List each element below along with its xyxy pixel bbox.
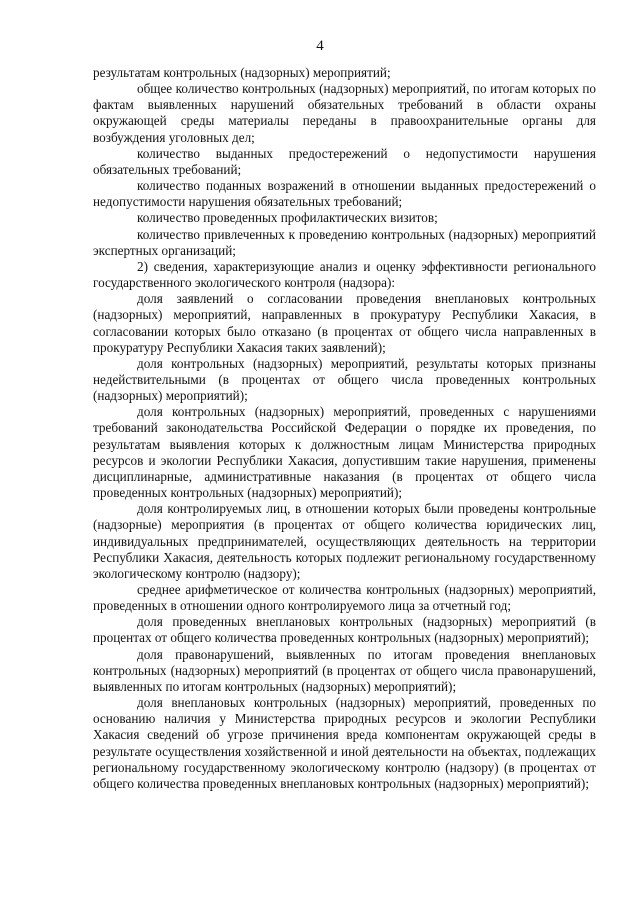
paragraph-8: доля заявлений о согласовании проведения внеплановых контрольных (надзорных) мероприятий, направленных в прокуратуру Республики Хакасия, в согласовании которых было отказано (в процентах от общего числа направленных в прокуратуру Республики Хакасия таких заявлений); [93, 291, 596, 355]
paragraph-10: доля контрольных (надзорных) мероприятий, проведенных с нарушениями требований законодательства Российской Федерации о порядке их проведения, по результатам выявления которых к должностным лицам Министерства природных ресурсов и экологии Республики Хакасия, допустившим такие нарушения, применены дисциплинарные, административные наказания (в процентах от общего числа проведенных контрольных (надзорных) мероприятий); [93, 404, 596, 501]
paragraph-15: доля внеплановых контрольных (надзорных) мероприятий, проведенных по основанию наличия у Министерства природных ресурсов и экологии Республики Хакасия сведений об угрозе причинения вреда компонентам окружающей среды в результате осуществления хозяйственной и иной деятельности на объектах, подлежащих региональному государственному экологическому контролю (надзору) (в процентах от общего количества проведенных внеплановых контрольных (надзорных) мероприятий); [93, 695, 596, 791]
paragraph-9: доля контрольных (надзорных) мероприятий, результаты которых признаны недействительными (в процентах от общего числа проведенных контрольных (надзорных) мероприятий); [93, 355, 596, 404]
paragraph-6: количество привлеченных к проведению контрольных (надзорных) мероприятий экспертных организаций; [93, 226, 596, 258]
paragraph-4: количество поданных возражений в отношении выданных предостережений о недопустимости нарушения обязательных требований; [93, 178, 596, 210]
paragraph-12: среднее арифметическое от количества контрольных (надзорных) мероприятий, проведенных в отношении одного контролируемого лица за отчетный год; [93, 582, 596, 614]
paragraph-5: количество проведенных профилактических визитов; [137, 210, 438, 226]
page-number: 4 [316, 38, 324, 54]
document-body [93, 65, 596, 792]
paragraph-13: доля проведенных внеплановых контрольных (надзорных) мероприятий (в процентах от общего количества проведенных контрольных (надзорных) мероприятий); [93, 614, 596, 646]
paragraph-11: доля контролируемых лиц, в отношении которых были проведены контрольные (надзорные) мероприятия (в процентах от общего количества юридических лиц, индивидуальных предпринимателей, осуществляющих деятельность на территории Республики Хакасия, деятельность которых подлежит региональному государственному экологическому контролю (надзору); [93, 501, 596, 581]
paragraph-7: 2) сведения, характеризующие анализ и оценку эффективности регионального государственного экологического контроля (надзора): [93, 258, 596, 291]
paragraph-3: количество выданных предостережений о недопустимости нарушения обязательных требований; [93, 145, 596, 177]
paragraph-14: доля правонарушений, выявленных по итогам проведения внеплановых контрольных (надзорных) мероприятий (в процентах от общего числа правонарушений, выявленных по итогам контрольных (надзорных) мероприятий); [93, 646, 596, 694]
paragraph-1: результатам контрольных (надзорных) мероприятий; [93, 65, 391, 80]
paragraph-2: общее количество контрольных (надзорных) мероприятий, по итогам которых по фактам выявленных нарушений обязательных требований в области охраны окружающей среды материалы переданы в правоохранительные органы для возбуждения уголовных дел; [93, 81, 596, 145]
